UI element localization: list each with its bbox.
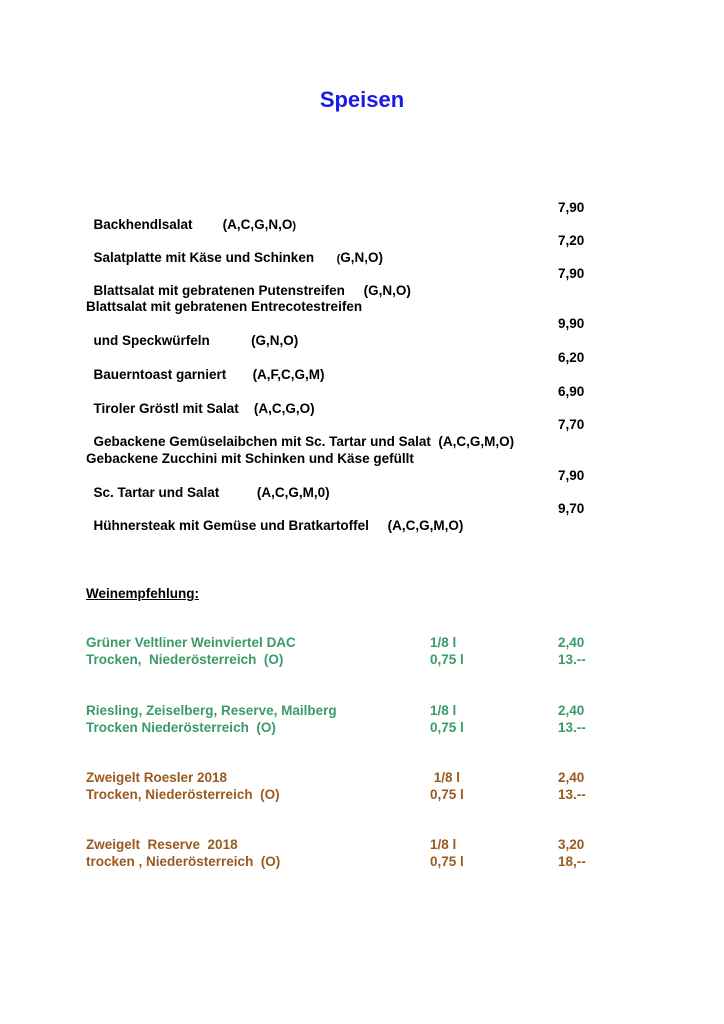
- dish-name-line2: Sc. Tartar und Salat: [93, 485, 220, 500]
- wine-qty: 0,75 l: [430, 652, 464, 667]
- dish-allergens: (A,C,G,O): [253, 401, 315, 416]
- wine-name: Riesling, Zeiselberg, Reserve, Mailberg: [86, 703, 337, 718]
- wine-heading: Weinempfehlung:: [86, 586, 199, 601]
- dish-name-line2: und Speckwürfeln: [93, 333, 210, 348]
- wine-name: Zweigelt Roesler 2018: [86, 770, 228, 785]
- dish-item: [86, 467, 330, 501]
- dish-name: Tiroler Gröstl mit Salat: [93, 401, 239, 416]
- wine-name: Zweigelt Reserve 2018: [86, 837, 238, 852]
- dish-price: 6,90: [558, 384, 585, 399]
- wine-name: Grüner Veltliner Weinviertel DAC: [86, 635, 296, 650]
- dish-allergens: (A,C,G,N,O: [222, 217, 293, 232]
- wine-qty: 1/8 l: [430, 703, 457, 718]
- page-title: Speisen: [319, 87, 405, 112]
- dish-name: Blattsalat mit gebratenen Putenstreifen: [93, 283, 345, 298]
- dish-price: 7,90: [558, 266, 585, 281]
- dish-item: [86, 349, 325, 383]
- dish-allergens-tail: ): [292, 220, 296, 232]
- dish-name: Gebackene Gemüselaibchen mit Sc. Tartar und Salat: [93, 434, 431, 449]
- wine-qty: 0,75 l: [430, 787, 464, 802]
- wine-description: Trocken Niederösterreich (O): [86, 720, 276, 735]
- wine-description: Trocken, Niederösterreich (O): [86, 652, 284, 667]
- wine-price: 13.--: [558, 652, 586, 667]
- dish-allergens: (A,C,G,M,O): [438, 434, 515, 449]
- dish-name: Bauerntoast garniert: [93, 367, 227, 382]
- wine-price: 3,20: [558, 837, 585, 852]
- wine-price: 2,40: [558, 703, 585, 718]
- wine-description: Trocken, Niederösterreich (O): [86, 787, 280, 802]
- dish-name-line1: Blattsalat mit gebratenen Entrecotestreifen: [86, 299, 363, 314]
- dish-price: 9,90: [558, 316, 585, 331]
- dish-name: Salatplatte mit Käse und Schinken: [93, 250, 315, 265]
- dish-item: [86, 500, 463, 534]
- dish-item: [86, 232, 383, 268]
- dish-price: 9,70: [558, 501, 585, 516]
- dish-allergens: (G,N,O): [251, 333, 299, 348]
- dish-allergens: (G,N,O): [363, 283, 411, 298]
- dish-price: 7,70: [558, 417, 585, 432]
- wine-price: 13.--: [558, 787, 586, 802]
- dish-allergens-lead: (: [336, 253, 341, 265]
- dish-item: [86, 383, 315, 417]
- dish-item: [86, 315, 298, 349]
- dish-name: Hühnersteak mit Gemüse und Bratkartoffel: [93, 518, 369, 533]
- wine-price: 2,40: [558, 770, 585, 785]
- dish-price: 7,20: [558, 233, 585, 248]
- dish-allergens: (A,C,G,M,O): [387, 518, 464, 533]
- dish-price: 6,20: [558, 350, 585, 365]
- dish-price: 7,90: [558, 200, 585, 215]
- dish-name: Backhendlsalat: [93, 217, 193, 232]
- dish-allergens: (A,F,C,G,M): [252, 367, 325, 382]
- dish-item: [86, 416, 514, 450]
- wine-qty: 1/8 l: [430, 635, 457, 650]
- wine-qty: 1/8 l: [430, 770, 461, 785]
- wine-price: 13.--: [558, 720, 586, 735]
- dish-allergens: G,N,O): [340, 250, 384, 265]
- dish-item: [86, 265, 411, 299]
- wine-qty: 0,75 l: [430, 854, 464, 869]
- wine-price: 2,40: [558, 635, 585, 650]
- wine-description: trocken , Niederösterreich (O): [86, 854, 281, 869]
- wine-qty: 1/8 l: [430, 837, 457, 852]
- dish-price: 7,90: [558, 468, 585, 483]
- dish-allergens: (A,C,G,M,0): [256, 485, 330, 500]
- dish-name-line1: Gebackene Zucchini mit Schinken und Käse gefüllt: [86, 451, 414, 466]
- wine-price: 18,--: [558, 854, 586, 869]
- dish-item: [86, 199, 296, 235]
- wine-qty: 0,75 l: [430, 720, 464, 735]
